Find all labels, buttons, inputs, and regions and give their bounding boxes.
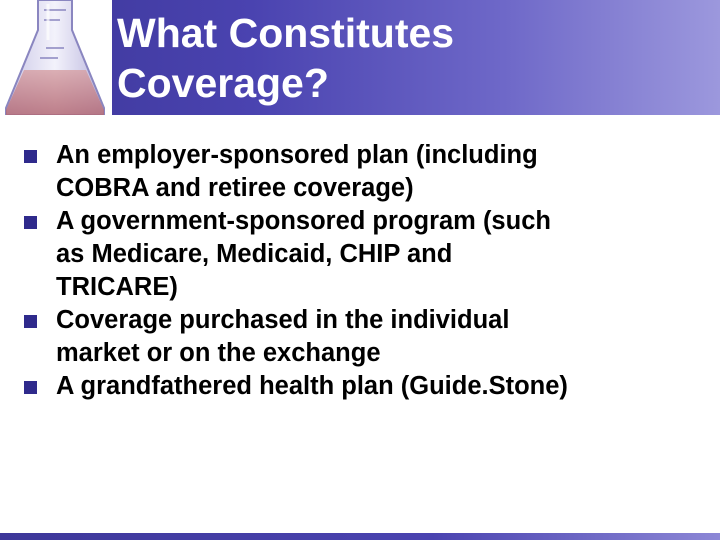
bullet-text-line: A government-sponsored program (such [56, 207, 551, 235]
bullet-item [24, 205, 704, 304]
slide-title-line: What Constitutes [117, 10, 455, 56]
bullet-text-line: COBRA and retiree coverage) [56, 174, 414, 202]
slide-title-line: Coverage? [117, 60, 329, 106]
bullet-item [24, 304, 704, 370]
bullet-text-line: as Medicare, Medicaid, CHIP and [56, 240, 453, 268]
square-bullet-icon [24, 216, 37, 229]
square-bullet-icon [24, 381, 37, 394]
square-bullet-icon [24, 150, 37, 163]
square-bullet-icon [24, 315, 37, 328]
bottom-accent-strip [0, 533, 720, 540]
bullet-text-line: A grandfathered health plan (Guide.Stone) [56, 372, 568, 400]
bullet-text-line: An employer-sponsored plan (including [56, 141, 538, 169]
slide-title [117, 8, 677, 108]
bullet-list [24, 139, 704, 403]
bullet-item [24, 370, 704, 403]
bullet-text-line: market or on the exchange [56, 339, 381, 367]
bullet-text-line: Coverage purchased in the individual [56, 306, 510, 334]
bullet-text-line: TRICARE) [56, 273, 178, 301]
flask-icon [0, 0, 112, 115]
bullet-item [24, 139, 704, 205]
